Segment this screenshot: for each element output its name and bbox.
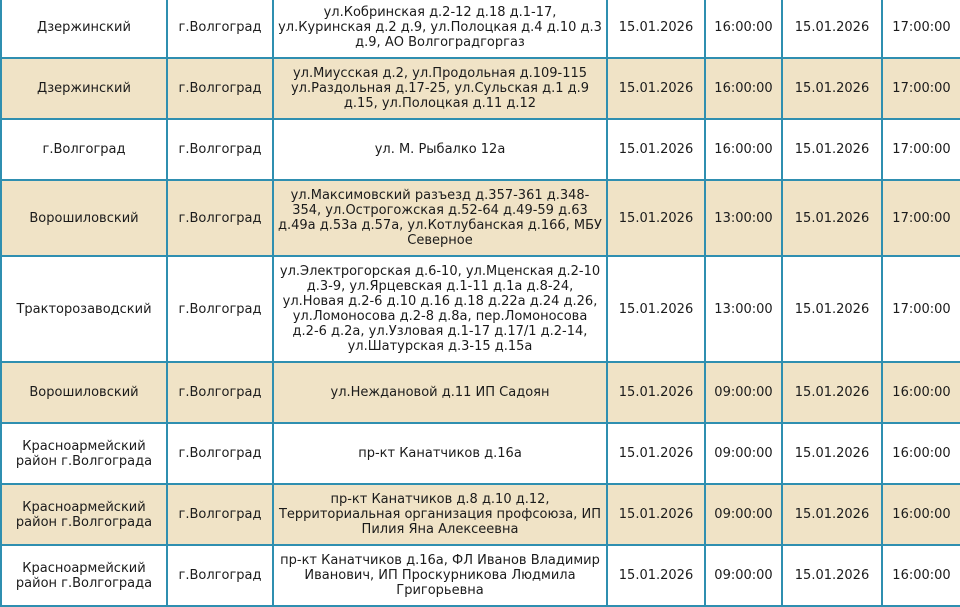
end-date-cell: 15.01.2026 <box>782 256 882 362</box>
address-cell: ул.Максимовский разъезд д.357-361 д.348-354, ул.Острогожская д.52-64 д.49-59 д.63 д.49а д.53а д.57а, ул.Котлубанская д.166, МБУ Северное <box>273 180 607 256</box>
city-cell: г.Волгоград <box>167 256 273 362</box>
end-date-cell: 15.01.2026 <box>782 58 882 119</box>
end-time-cell: 16:00:00 <box>882 545 960 606</box>
table-row <box>1 119 960 180</box>
start-date-cell: 15.01.2026 <box>607 545 705 606</box>
end-date-cell: 15.01.2026 <box>782 545 882 606</box>
address-cell: ул. М. Рыбалко 12а <box>273 119 607 180</box>
address-cell: пр-кт Канатчиков д.16а <box>273 423 607 484</box>
district-cell: Ворошиловский <box>1 180 167 256</box>
district-cell: Дзержинский <box>1 0 167 58</box>
start-time-cell: 16:00:00 <box>705 119 782 180</box>
start-date-cell: 15.01.2026 <box>607 362 705 423</box>
end-date-cell: 15.01.2026 <box>782 423 882 484</box>
address-cell: ул.Неждановой д.11 ИП Садоян <box>273 362 607 423</box>
district-cell: г.Волгоград <box>1 119 167 180</box>
address-cell: пр-кт Канатчиков д.16а, ФЛ Иванов Владимир Иванович, ИП Проскурникова Людмила Григорьевна <box>273 545 607 606</box>
start-time-cell: 16:00:00 <box>705 0 782 58</box>
end-date-cell: 15.01.2026 <box>782 484 882 545</box>
end-date-cell: 15.01.2026 <box>782 362 882 423</box>
end-date-cell: 15.01.2026 <box>782 180 882 256</box>
city-cell: г.Волгоград <box>167 119 273 180</box>
end-date-cell: 15.01.2026 <box>782 0 882 58</box>
end-time-cell: 17:00:00 <box>882 58 960 119</box>
table-row <box>1 423 960 484</box>
start-date-cell: 15.01.2026 <box>607 58 705 119</box>
start-time-cell: 09:00:00 <box>705 362 782 423</box>
start-date-cell: 15.01.2026 <box>607 423 705 484</box>
table-row <box>1 0 960 58</box>
address-cell: ул.Кобринская д.2-12 д.18 д.1-17, ул.Куринская д.2 д.9, ул.Полоцкая д.4 д.10 д.3 д.9, АО Волгоградгоргаз <box>273 0 607 58</box>
address-cell: пр-кт Канатчиков д.8 д.10 д.12, Территориальная организация профсоюза, ИП Пилия Яна Алексеевна <box>273 484 607 545</box>
district-cell: Красноармейский район г.Волгограда <box>1 545 167 606</box>
district-cell: Красноармейский район г.Волгограда <box>1 423 167 484</box>
table-row <box>1 545 960 606</box>
start-date-cell: 15.01.2026 <box>607 119 705 180</box>
city-cell: г.Волгоград <box>167 58 273 119</box>
city-cell: г.Волгоград <box>167 0 273 58</box>
table-row <box>1 256 960 362</box>
end-time-cell: 17:00:00 <box>882 180 960 256</box>
city-cell: г.Волгоград <box>167 484 273 545</box>
end-date-cell: 15.01.2026 <box>782 119 882 180</box>
start-date-cell: 15.01.2026 <box>607 0 705 58</box>
start-time-cell: 13:00:00 <box>705 256 782 362</box>
end-time-cell: 16:00:00 <box>882 362 960 423</box>
end-time-cell: 16:00:00 <box>882 484 960 545</box>
start-date-cell: 15.01.2026 <box>607 484 705 545</box>
start-time-cell: 09:00:00 <box>705 545 782 606</box>
table-row <box>1 180 960 256</box>
end-time-cell: 16:00:00 <box>882 423 960 484</box>
district-cell: Красноармейский район г.Волгограда <box>1 484 167 545</box>
start-date-cell: 15.01.2026 <box>607 180 705 256</box>
city-cell: г.Волгоград <box>167 423 273 484</box>
district-cell: Дзержинский <box>1 58 167 119</box>
city-cell: г.Волгоград <box>167 362 273 423</box>
start-time-cell: 16:00:00 <box>705 58 782 119</box>
address-cell: ул.Электрогорская д.6-10, ул.Мценская д.2-10 д.3-9, ул.Ярцевская д.1-11 д.1а д.8-24, ул.Новая д.2-6 д.10 д.16 д.18 д.22а д.24 д.26, ул.Ломоносова д.2-8 д.8а, пер.Ломоносова д.2-6 д.2а, ул.Узловая д.1-17 д.17/1 д.2-14, ул.Шатурская д.3-15 д.15а <box>273 256 607 362</box>
start-time-cell: 09:00:00 <box>705 484 782 545</box>
start-date-cell: 15.01.2026 <box>607 256 705 362</box>
district-cell: Тракторозаводский <box>1 256 167 362</box>
city-cell: г.Волгоград <box>167 180 273 256</box>
address-cell: ул.Миусская д.2, ул.Продольная д.109-115 ул.Раздольная д.17-25, ул.Сульская д.1 д.9 д.15, ул.Полоцкая д.11 д.12 <box>273 58 607 119</box>
table-row <box>1 58 960 119</box>
end-time-cell: 17:00:00 <box>882 256 960 362</box>
end-time-cell: 17:00:00 <box>882 119 960 180</box>
table-row <box>1 484 960 545</box>
end-time-cell: 17:00:00 <box>882 0 960 58</box>
city-cell: г.Волгоград <box>167 545 273 606</box>
table-row <box>1 362 960 423</box>
start-time-cell: 09:00:00 <box>705 423 782 484</box>
start-time-cell: 13:00:00 <box>705 180 782 256</box>
district-cell: Ворошиловский <box>1 362 167 423</box>
